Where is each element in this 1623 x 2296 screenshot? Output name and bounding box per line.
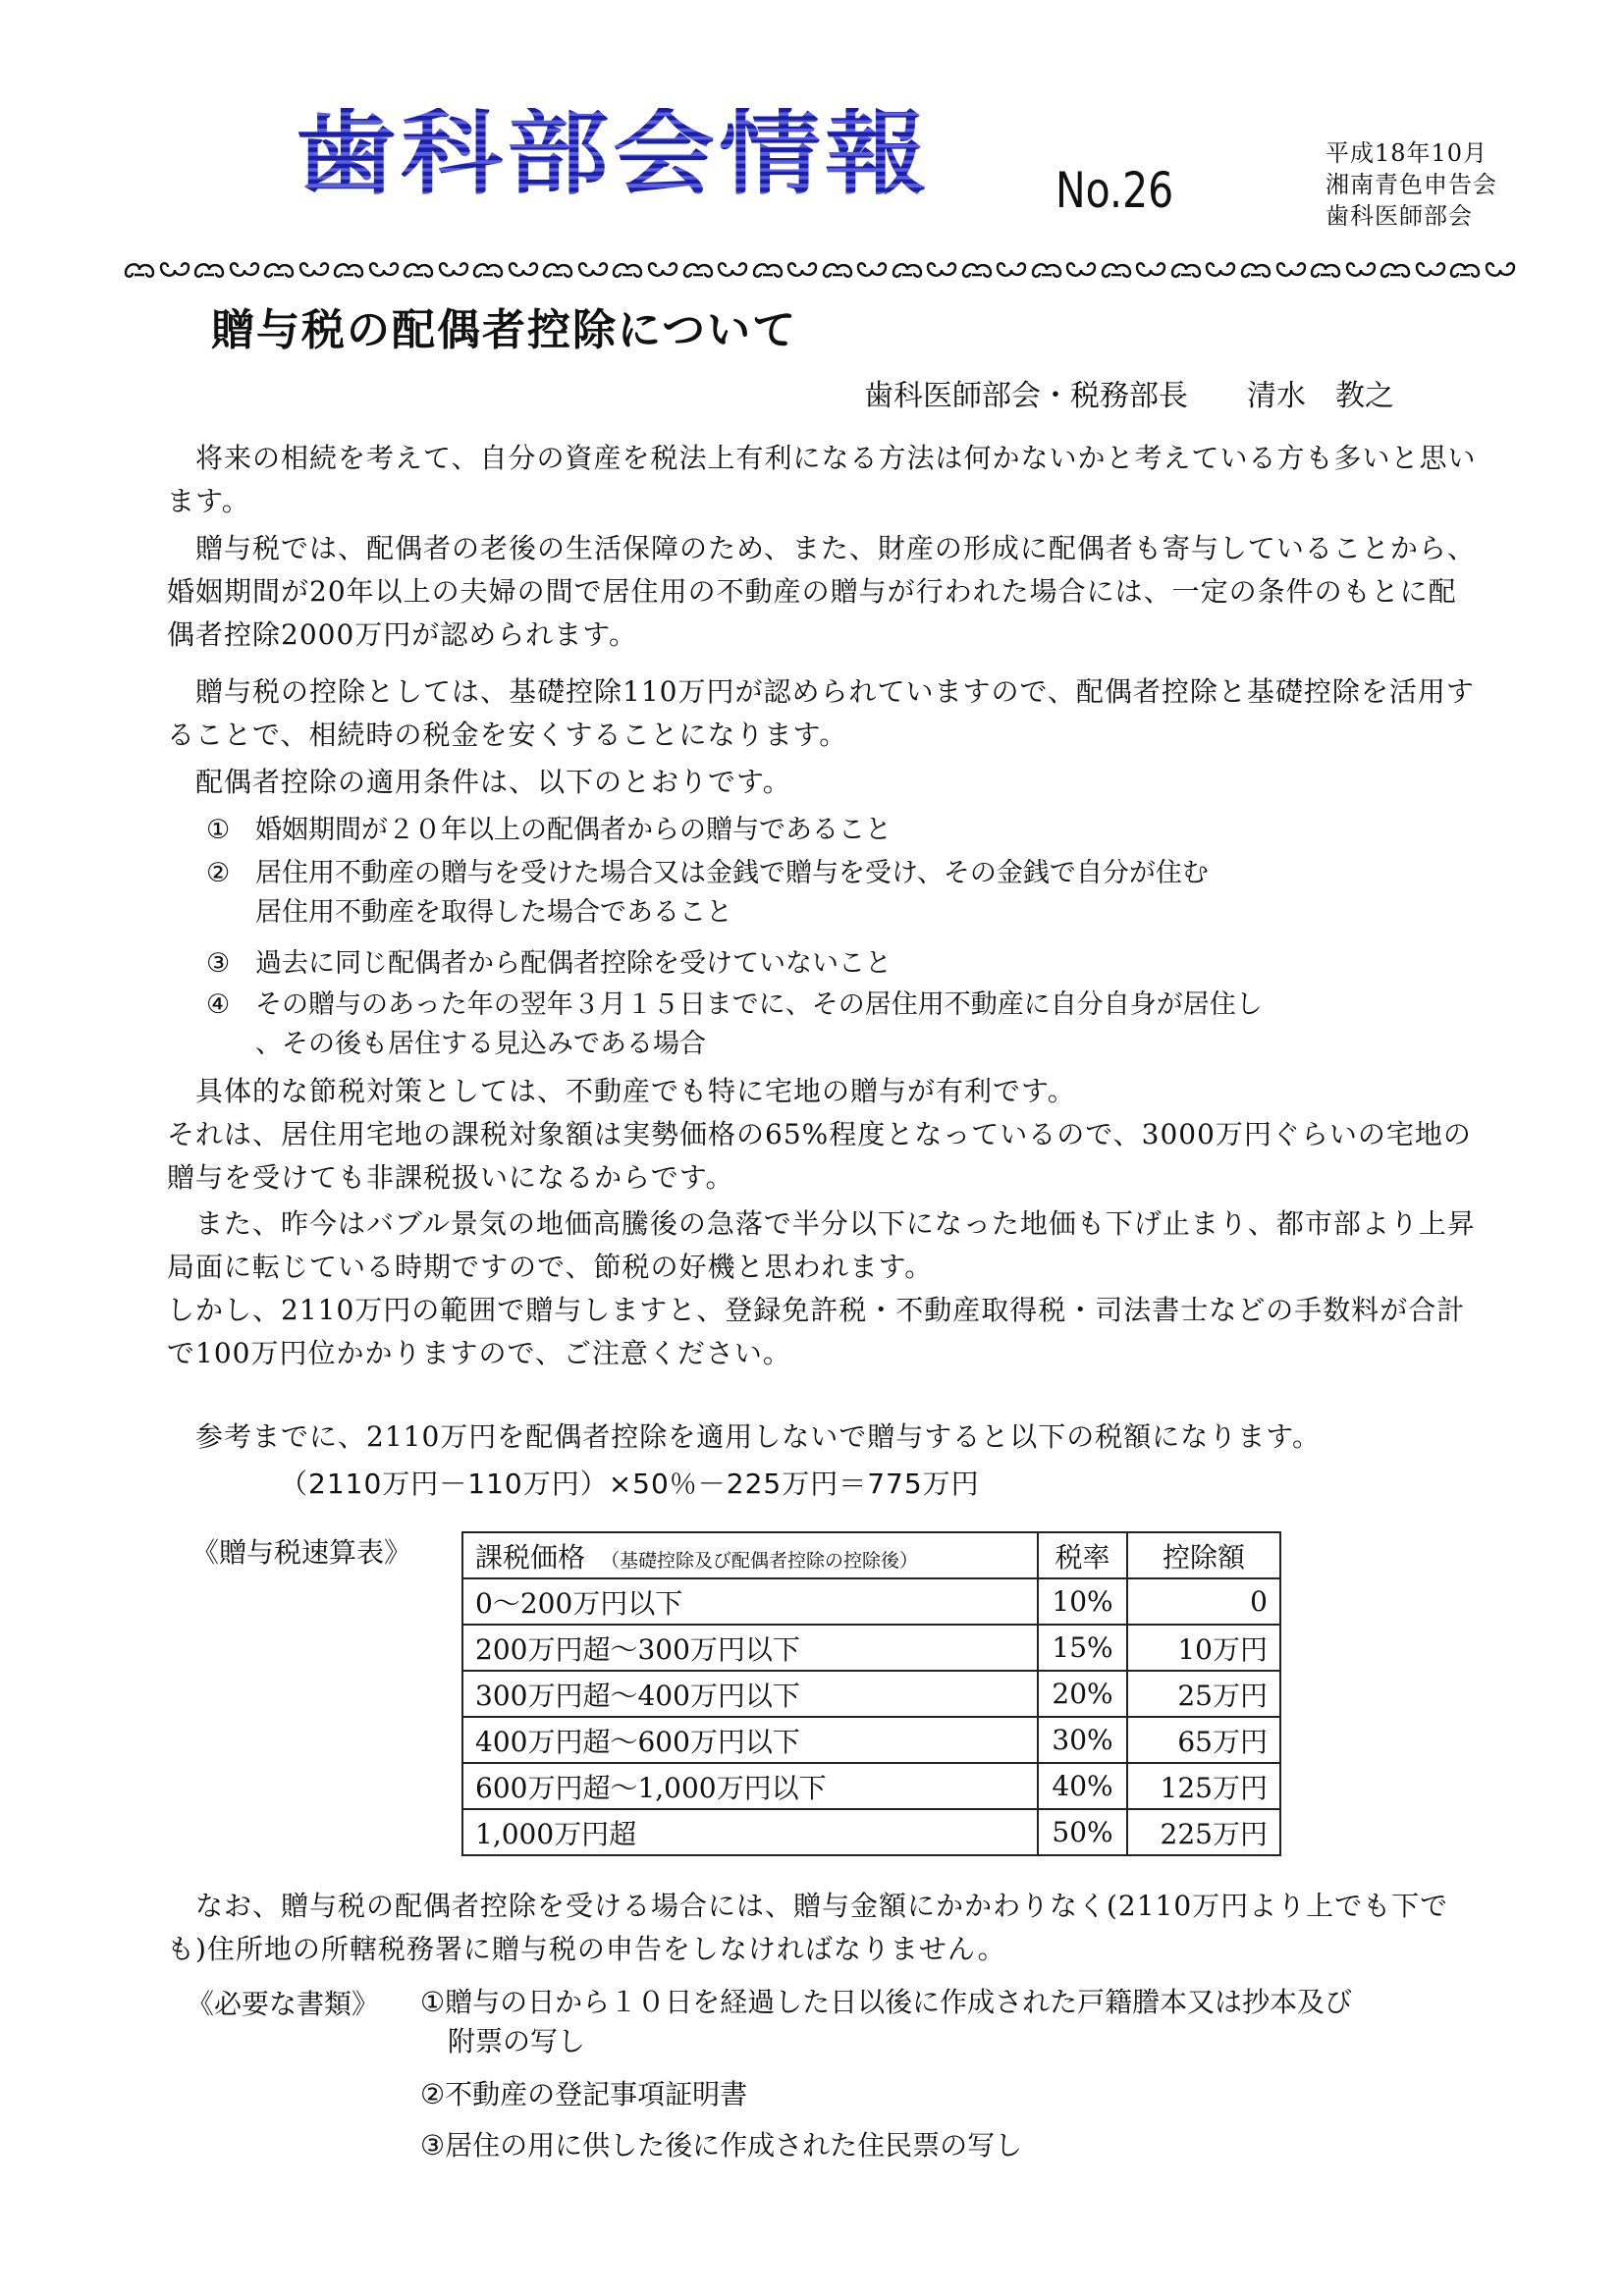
condition-item [206,854,1463,944]
column-header-note: （基礎控除及び配偶者控除の控除後） [601,1549,919,1572]
table-row [462,1763,1280,1809]
paragraph-filing-note: なお、贈与税の配偶者控除を受ける場合には、贈与金額にかかわりなく(2110万円より上でも下でも)住所地の所轄税務署に贈与税の申告をしなければなりません。 [167,1890,1449,1965]
paragraph-basic-deduction: 贈与税の控除としては、基礎控除110万円が認められていますので、配偶者控除と基礎控除を活用することで、相続時の税金を安くすることになります。 [167,675,1475,751]
cell-deduction: 0 [1127,1578,1280,1625]
ornament-wave-icon [158,259,191,281]
ornament-wave-icon [228,259,261,281]
document-text: ③居住の用に供した後に作成された住民票の写し [420,2129,1023,2162]
cell-taxable-price: 1,000万円超 [462,1809,1038,1855]
cell-taxable-price: 300万円超～400万円以下 [462,1671,1038,1717]
ornament-scroll-icon [123,259,156,281]
condition-text: 婚姻期間が２０年以上の配偶者からの贈与であること [255,815,892,845]
ornament-scroll-icon [891,259,924,281]
publication-date: 平成18年10月 [1325,139,1488,167]
issue-number: No.26 [1055,162,1174,219]
documents-label: 《必要な書類》 [187,1988,380,2020]
cell-taxable-price: 400万円超～600万円以下 [462,1717,1038,1763]
ornament-scroll-icon [681,259,715,281]
ornament-scroll-icon [332,259,365,281]
paragraph-line: それは、居住用宅地の課税対象額は実勢価格の65%程度となっているので、3000万円ぐらいの宅地の贈与を受けても非課税扱いになるからです。 [167,1118,1472,1194]
column-header-rate: 税率 [1038,1532,1127,1578]
ornament-wave-icon [646,259,679,281]
cell-taxable-price: 0～200万円以下 [462,1578,1038,1625]
ornament-wave-icon [925,259,958,281]
ornament-scroll-icon [1169,259,1203,281]
document-item [420,2075,1500,2126]
column-header-price: 課税価格 （基礎控除及び配偶者控除の控除後） [462,1532,1038,1578]
tax-calculation: （2110万円－110万円）×50％－225万円＝775万円 [280,1468,980,1500]
cell-tax-rate: 50% [1038,1809,1127,1855]
ornament-scroll-icon [1030,259,1063,281]
ornament-wave-icon [1484,259,1517,281]
ornament-scroll-icon [402,259,435,281]
cell-deduction: 225万円 [1127,1809,1280,1855]
ornament-wave-icon [298,259,331,281]
condition-text-continued: 、その後も居住する見込みである場合 [255,1029,706,1059]
cell-taxable-price: 600万円超～1,000万円以下 [462,1763,1038,1809]
paragraph-line: 具体的な節税対策としては、不動産でも特に宅地の贈与が有利です。 [167,1075,1076,1107]
condition-text: 過去に同じ配偶者から配偶者控除を受けていないこと [255,948,892,979]
condition-list [206,811,1463,1064]
ornament-scroll-icon [960,259,994,281]
document-item [420,2126,1500,2165]
ornament-scroll-icon [611,259,644,281]
paragraph-line: しかし、2110万円の範囲で贈与しますと、登録免許税・不動産取得税・司法書士などの手数料が合計で100万円位かかりますので、ご注意ください。 [167,1294,1466,1369]
cell-tax-rate: 40% [1038,1763,1127,1809]
masthead-title: 歯科部会情報 [295,99,932,208]
paragraph-intro: 将来の相続を考えて、自分の資産を税法上有利になる方法は何かないかと考えている方も多いと思います。 [167,442,1477,517]
condition-item [206,986,1463,1064]
cell-deduction: 65万円 [1127,1717,1280,1763]
table-row [462,1578,1280,1625]
condition-text: その贈与のあった年の翌年３月１５日までに、その居住用不動産に自分自身が居住し [255,989,1263,1020]
condition-text-continued: 居住用不動産を取得した場合であること [255,897,732,928]
ornament-wave-icon [785,259,819,281]
condition-item [206,811,1463,854]
condition-number: ④ [206,989,231,1020]
cell-tax-rate: 20% [1038,1671,1127,1717]
table-label: 《贈与税速算表》 [191,1536,412,1569]
document-text: ②不動産の登記事項証明書 [420,2078,748,2110]
ornament-scroll-icon [1100,259,1133,281]
ornament-wave-icon [1064,259,1098,281]
table-row [462,1671,1280,1717]
cell-deduction: 10万円 [1127,1625,1280,1671]
byline: 歯科医師部会・税務部長 清水 教之 [864,379,1394,413]
table-row [462,1717,1280,1763]
publication-info [1325,137,1497,232]
table-header-row [462,1532,1280,1578]
ornament-scroll-icon [751,259,784,281]
cell-deduction: 25万円 [1127,1671,1280,1717]
condition-number: ① [206,815,231,845]
ornament-wave-icon [507,259,540,281]
ornament-scroll-icon [541,259,574,281]
documents-list [420,1983,1500,2165]
document-item [420,1983,1500,2075]
paragraph-timing [167,1202,1483,1375]
condition-number: ③ [206,948,231,979]
ornament-wave-icon [1344,259,1378,281]
ornament-scroll-icon [1239,259,1272,281]
ornament-scroll-icon [471,259,505,281]
cell-tax-rate: 15% [1038,1625,1127,1671]
ornament-wave-icon [576,259,610,281]
document-text-continued: 附票の写し [448,2025,586,2057]
table-row [462,1809,1280,1855]
ornament-scroll-icon [262,259,296,281]
ornament-wave-icon [1204,259,1237,281]
table-row [462,1625,1280,1671]
paragraph-spousal-deduction: 贈与税では、配偶者の老後の生活保障のため、また、財産の形成に配偶者も寄与していることから、婚姻期間が20年以上の夫婦の間で居住用の不動産の贈与が行われた場合には、一定の条件のもとに配偶者控除2000万円が認められます。 [167,532,1476,651]
ornament-scroll-icon [192,259,226,281]
ornament-wave-icon [437,259,470,281]
condition-number: ② [206,858,231,888]
ornament-wave-icon [1414,259,1447,281]
ornament-wave-icon [367,259,401,281]
paragraph-reference: 参考までに、2110万円を配偶者控除を適用しないで贈与すると以下の税額になります。 [167,1420,1322,1453]
cell-deduction: 125万円 [1127,1763,1280,1809]
cell-tax-rate: 10% [1038,1578,1127,1625]
ornament-wave-icon [1274,259,1308,281]
ornament-wave-icon [855,259,889,281]
ornament-scroll-icon [1309,259,1342,281]
paragraph-line: また、昨今はバブル景気の地価高騰後の急落で半分以下になった地価も下げ止まり、都市部より上昇局面に転じている時期ですので、節税の好機と思われます。 [167,1207,1476,1283]
article-title: 贈与税の配偶者控除について [211,305,798,355]
paragraph-strategy [167,1070,1483,1200]
publisher-org: 湘南青色申告会 [1325,171,1497,198]
document-text: ①贈与の日から１０日を経過した日以後に作成された戸籍謄本又は抄本及び [420,1986,1353,2018]
ornament-wave-icon [1134,259,1167,281]
gift-tax-rate-table [461,1531,1281,1856]
ornament-wave-icon [716,259,749,281]
ornament-scroll-icon [1379,259,1412,281]
cell-taxable-price: 200万円超～300万円以下 [462,1625,1038,1671]
ornament-scroll-icon [1448,259,1482,281]
cell-tax-rate: 30% [1038,1717,1127,1763]
publisher-section: 歯科医師部会 [1325,202,1473,230]
ornament-wave-icon [995,259,1028,281]
condition-item [206,944,1463,986]
ornament-scroll-icon [821,259,854,281]
condition-text: 居住用不動産の贈与を受けた場合又は金銭で贈与を受け、その金銭で自分が住む [255,858,1209,888]
decorative-border [123,257,1517,283]
column-header-deduction: 控除額 [1127,1532,1280,1578]
paragraph-conditions-intro: 配偶者控除の適用条件は、以下のとおりです。 [167,766,791,798]
